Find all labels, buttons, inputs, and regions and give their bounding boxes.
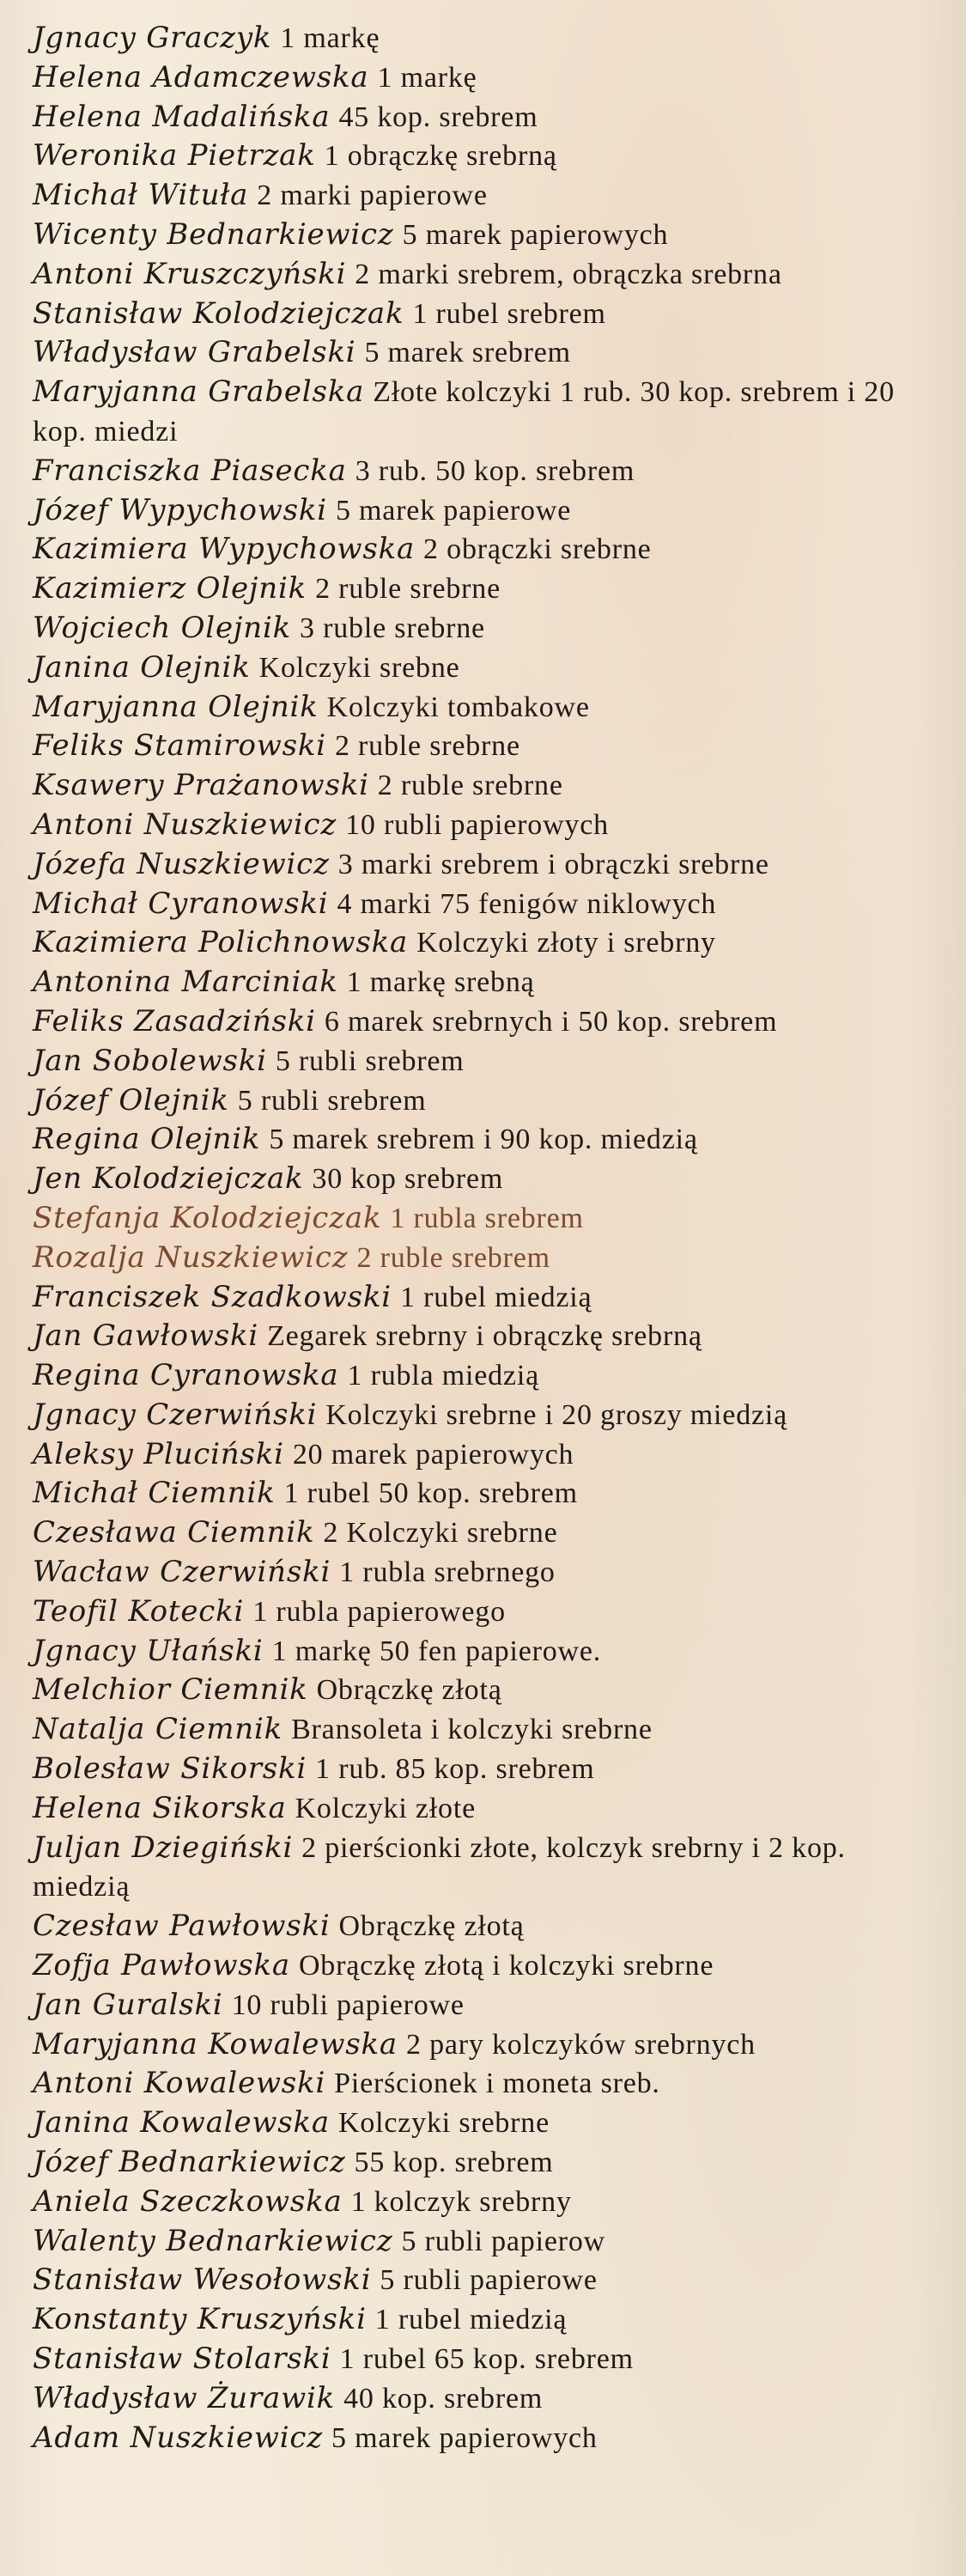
donor-entry xyxy=(33,1396,945,1435)
donor-entry xyxy=(33,137,945,176)
donor-name: Jgnacy Graczyk xyxy=(33,21,272,55)
donor-entry xyxy=(33,727,945,766)
donor-entry xyxy=(33,1513,945,1553)
donation-description: 10 rubli papierowych xyxy=(345,808,609,841)
donor-name: Walenty Bednarkiewicz xyxy=(33,2223,393,2258)
donor-name: Stanisław Wesołowski xyxy=(33,2262,372,2298)
donor-entry xyxy=(33,1278,945,1318)
donation-description: 1 kolczyk srebrny xyxy=(350,2185,572,2218)
donor-entry xyxy=(33,766,945,806)
donation-description: 1 rubla miedzią xyxy=(347,1360,539,1392)
donor-name: Helena Madalińska xyxy=(33,99,331,134)
donor-entry xyxy=(33,2025,945,2065)
donation-description: 3 rub. 50 kop. srebrem xyxy=(355,454,635,487)
donation-description: 1 markę srebną xyxy=(346,966,535,999)
donor-entry xyxy=(33,963,945,1002)
donor-entry xyxy=(33,1474,945,1513)
donation-description: Bransoleta i kolczyki srebrne xyxy=(291,1714,653,1746)
donor-name: Feliks Zasadziński xyxy=(33,1003,316,1038)
donor-name: Aniela Szeczkowska xyxy=(33,2183,343,2219)
donor-entry xyxy=(33,2419,945,2458)
donation-description: 1 markę xyxy=(377,61,477,94)
donation-description: 4 marki 75 fenigów niklowych xyxy=(337,887,717,920)
donation-description: 1 rubel 65 kop. srebrem xyxy=(339,2343,634,2376)
donation-description: 5 rubli srebrem xyxy=(275,1044,465,1077)
donor-name: Michał Wituła xyxy=(33,178,249,213)
donor-entry xyxy=(33,1907,945,1946)
donation-description: 5 marek papierowych xyxy=(331,2421,598,2454)
donation-description: Pierścionek i moneta sreb. xyxy=(334,2067,660,2100)
donation-description: 1 rubel miedzią xyxy=(399,1281,592,1313)
donor-entry xyxy=(33,1946,945,1986)
donor-name: Regina Olejnik xyxy=(33,1122,261,1157)
donor-entry xyxy=(33,923,945,963)
donor-name: Kazimierz Olejnik xyxy=(33,571,307,606)
donation-description: 5 marek srebrem xyxy=(364,337,571,369)
donation-description: 45 kop. srebrem xyxy=(338,100,538,133)
donor-entry xyxy=(33,452,945,491)
donation-description: 2 pierścionki złote, kolczyk srebrny i 2 kop. miedzią xyxy=(33,1831,846,1903)
donation-description: 2 Kolczyki srebrne xyxy=(323,1517,558,1550)
donor-entry xyxy=(33,1002,945,1042)
donor-entry xyxy=(33,1553,945,1592)
donor-entry xyxy=(33,98,945,137)
donation-description: 40 kop. srebrem xyxy=(343,2382,544,2415)
donation-description: 6 marek srebrnych i 50 kop. srebrem xyxy=(324,1005,778,1038)
donor-entry xyxy=(33,530,945,569)
donor-entry xyxy=(33,885,945,924)
donor-name: Kazimiera Polichnowska xyxy=(33,925,409,960)
donor-name: Jen Kolodziejczak xyxy=(33,1161,304,1197)
donation-description: 2 ruble srebrne xyxy=(315,573,501,606)
donor-name: Józef Bednarkiewicz xyxy=(33,2145,346,2180)
donor-name: Wacław Czerwiński xyxy=(33,1555,331,1590)
donor-name: Franciszka Piasecka xyxy=(33,453,347,488)
donation-description: Obrączkę złotą xyxy=(316,1674,502,1707)
donor-entry xyxy=(33,255,945,295)
donor-name: Jan Sobolewski xyxy=(33,1043,267,1078)
donation-description: 5 marek srebrem i 90 kop. miedzią xyxy=(269,1124,698,1156)
donation-description: 1 rubla papierowego xyxy=(252,1595,506,1628)
donor-name: Antoni Nuszkiewicz xyxy=(33,807,337,842)
donor-name: Janina Kowalewska xyxy=(33,2105,330,2141)
donor-name: Maryjanna Grabelska xyxy=(33,375,365,410)
donor-entry xyxy=(33,2300,945,2340)
donor-entry xyxy=(33,19,945,58)
donor-entry xyxy=(33,1120,945,1160)
donor-entry xyxy=(33,216,945,255)
donation-description: Złote kolczyki 1 rub. 30 kop. srebrem i 20 kop. miedzi xyxy=(33,376,895,448)
donation-description: 1 markę xyxy=(280,22,380,54)
donor-entry xyxy=(33,1435,945,1475)
donor-name: Antoni Kowalewski xyxy=(33,2066,326,2101)
donation-description: Zegarek srebrny i obrączkę srebrną xyxy=(267,1320,702,1353)
donation-description: 1 rubel miedzią xyxy=(374,2304,568,2336)
donation-description: 5 rubli papierow xyxy=(401,2225,605,2257)
donor-name: Józef Wypychowski xyxy=(33,492,327,527)
donor-name: Weronika Pietrzak xyxy=(33,138,316,174)
donation-description: 2 ruble srebrne xyxy=(377,770,563,802)
donor-name: Władysław Grabelski xyxy=(33,335,356,370)
donor-entry xyxy=(33,2143,945,2183)
donation-description: Kolczyki tombakowe xyxy=(326,691,590,723)
donation-description: 55 kop. srebrem xyxy=(354,2147,554,2179)
donation-description: Obrączkę złotą xyxy=(338,1910,525,1943)
donor-name: Melchior Ciemnik xyxy=(33,1672,308,1708)
donor-entry xyxy=(33,1317,945,1356)
donor-name: Jgnacy Ułański xyxy=(33,1633,264,1668)
donation-description: 30 kop srebrem xyxy=(312,1163,504,1196)
donor-name: Józef Olejnik xyxy=(33,1082,229,1117)
donation-description: 1 rubel srebrem xyxy=(412,297,606,330)
donor-name: Juljan Dziegiński xyxy=(33,1830,294,1865)
donor-name: Władysław Żurawik xyxy=(33,2380,336,2415)
donor-entry xyxy=(33,845,945,885)
donor-name: Natalja Ciemnik xyxy=(33,1712,283,1747)
donor-name: Feliks Stamirowski xyxy=(33,728,326,764)
donation-description: 1 obrączkę srebrną xyxy=(324,140,557,173)
donation-description: 2 marki papierowe xyxy=(257,180,488,212)
donor-name: Rozalja Nuszkiewicz xyxy=(33,1239,349,1275)
donation-description: Kolczyki złoty i srebrny xyxy=(416,927,716,959)
donation-description: 3 ruble srebrne xyxy=(300,612,485,644)
donor-entry xyxy=(33,373,945,452)
donor-list xyxy=(33,19,945,2457)
donor-name: Maryjanna Kowalewska xyxy=(33,2026,398,2061)
donation-description: 5 rubli papierowe xyxy=(380,2264,598,2297)
donor-entry xyxy=(33,2379,945,2419)
donor-name: Antonina Marciniak xyxy=(33,965,338,1000)
donor-name: Kazimiera Wypychowska xyxy=(33,532,416,567)
donor-name: Janina Olejnik xyxy=(33,649,251,685)
donor-name: Adam Nuszkiewicz xyxy=(33,2420,323,2455)
donor-name: Maryjanna Olejnik xyxy=(33,689,319,724)
donor-entry xyxy=(33,1750,945,1789)
donor-name: Zofja Pawłowska xyxy=(33,1948,290,1983)
donor-name: Regina Cyranowska xyxy=(33,1358,339,1393)
donation-description: 2 obrączki srebrne xyxy=(423,533,652,566)
donor-name: Józefa Nuszkiewicz xyxy=(33,846,330,881)
donation-description: 1 rubel 50 kop. srebrem xyxy=(283,1477,578,1510)
donor-entry xyxy=(33,1081,945,1121)
donor-entry xyxy=(33,58,945,98)
donor-name: Stanisław Kolodziejczak xyxy=(33,295,404,331)
donation-description: Kolczyki złote xyxy=(295,1792,476,1824)
donation-description: 10 rubli papierowe xyxy=(231,1988,465,2021)
donor-entry xyxy=(33,2104,945,2143)
donation-description: 1 rub. 85 kop. srebrem xyxy=(315,1753,595,1786)
donor-name: Czesława Ciemnik xyxy=(33,1515,315,1550)
donation-description: 5 rubli srebrem xyxy=(237,1084,427,1117)
donation-description: Kolczyki srebrne i 20 groszy miedzią xyxy=(325,1398,788,1431)
donor-name: Helena Adamczewska xyxy=(33,59,369,94)
donor-entry xyxy=(33,1632,945,1672)
donation-description: 5 marek papierowych xyxy=(402,218,669,251)
donor-entry xyxy=(33,176,945,216)
donor-entry xyxy=(33,688,945,728)
donation-description: 1 rubla srebrem xyxy=(390,1202,584,1234)
donor-entry xyxy=(33,1710,945,1750)
donation-description: Kolczyki srebne xyxy=(258,651,460,684)
donation-description: 1 markę 50 fen papierowe. xyxy=(271,1635,602,1667)
donor-entry xyxy=(33,569,945,609)
donation-description: 3 marki srebrem i obrączki srebrne xyxy=(337,848,769,880)
donation-description: 20 marek papierowych xyxy=(292,1438,574,1471)
donor-entry xyxy=(33,2222,945,2262)
donor-entry xyxy=(33,1986,945,2025)
donor-name: Aleksy Pluciński xyxy=(33,1436,284,1471)
donor-entry xyxy=(33,806,945,845)
donor-entry xyxy=(33,1592,945,1632)
donation-description: 2 marki srebrem, obrączka srebrna xyxy=(355,258,782,290)
donation-description: 1 rubla srebrnego xyxy=(339,1556,556,1589)
donor-entry xyxy=(33,295,945,334)
donor-entry xyxy=(33,1042,945,1081)
donor-entry xyxy=(33,2261,945,2300)
donor-entry xyxy=(33,609,945,649)
donor-name: Michał Ciemnik xyxy=(33,1476,276,1511)
donor-name: Ksawery Prażanowski xyxy=(33,768,369,803)
donor-entry xyxy=(33,649,945,688)
donor-entry xyxy=(33,491,945,531)
donor-name: Helena Sikorska xyxy=(33,1790,287,1825)
donation-description: 2 pary kolczyków srebrnych xyxy=(405,2028,756,2061)
donor-name: Bolesław Sikorski xyxy=(33,1751,307,1787)
donor-entry xyxy=(33,1356,945,1396)
donor-entry xyxy=(33,333,945,373)
donation-description: 5 marek papierowe xyxy=(335,494,572,527)
donor-name: Teofil Kotecki xyxy=(33,1593,245,1629)
donor-entry xyxy=(33,1789,945,1829)
donor-name: Stefanja Kolodziejczak xyxy=(33,1200,382,1235)
donor-name: Konstanty Kruszyński xyxy=(33,2302,367,2337)
donation-description: 2 ruble srebrem xyxy=(356,1241,550,1274)
donor-name: Jgnacy Czerwiński xyxy=(33,1397,318,1432)
donor-name: Stanisław Stolarski xyxy=(33,2342,331,2377)
donor-name: Antoni Kruszczyński xyxy=(33,256,347,291)
donor-entry xyxy=(33,1199,945,1239)
donor-name: Michał Cyranowski xyxy=(33,886,329,921)
donor-name: Wojciech Olejnik xyxy=(33,610,292,645)
donor-entry xyxy=(33,1160,945,1199)
donor-name: Wicenty Bednarkiewicz xyxy=(33,216,394,252)
donor-entry xyxy=(33,2340,945,2379)
donor-entry xyxy=(33,1671,945,1710)
donor-name: Franciszek Szadkowski xyxy=(33,1279,392,1314)
donor-name: Jan Gawłowski xyxy=(33,1318,259,1354)
donation-description: 2 ruble srebrne xyxy=(334,730,520,763)
donor-entry xyxy=(33,2183,945,2222)
donor-entry xyxy=(33,1829,945,1908)
donation-description: Kolczyki srebrne xyxy=(338,2107,550,2140)
donor-name: Jan Guralski xyxy=(33,1987,223,2022)
donation-description: Obrączkę złotą i kolczyki srebrne xyxy=(298,1950,714,1982)
donor-name: Czesław Pawłowski xyxy=(33,1909,331,1944)
donor-entry xyxy=(33,1239,945,1278)
donor-entry xyxy=(33,2064,945,2104)
